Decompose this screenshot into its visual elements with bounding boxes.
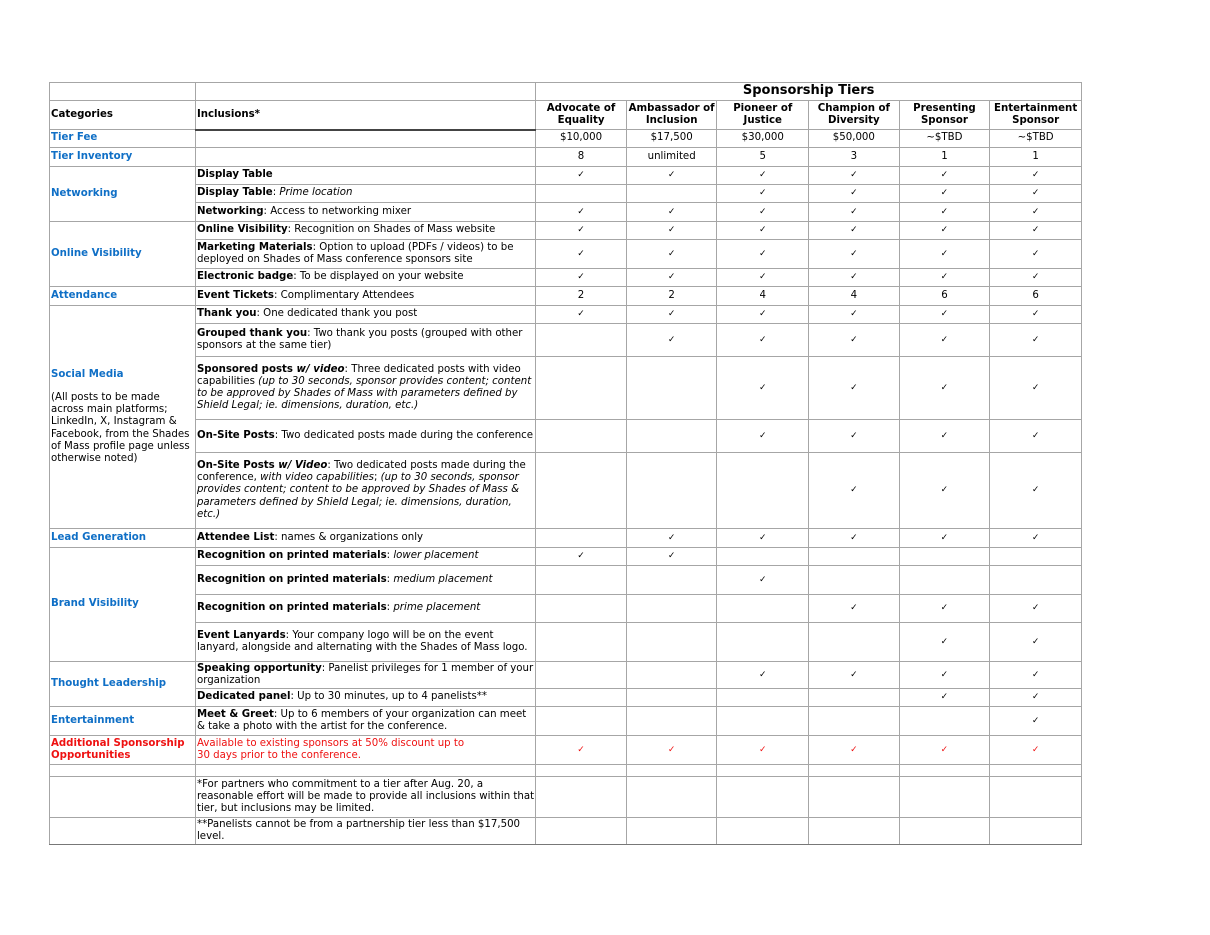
check-icon: ✓ bbox=[990, 623, 1082, 662]
inclusion-row bbox=[50, 357, 1082, 420]
empty-cell bbox=[626, 818, 717, 845]
inclusion-bold-italic: w/ Video bbox=[278, 459, 328, 471]
tier-header-advocate bbox=[536, 101, 627, 130]
empty-cell bbox=[536, 357, 627, 420]
check-icon: ✓ bbox=[899, 185, 990, 203]
check-icon: ✓ bbox=[990, 420, 1082, 453]
footnote-2: **Panelists cannot be from a partnership tier less than $17,500 level. bbox=[195, 818, 535, 845]
inclusion-title: Grouped thank you bbox=[196, 327, 308, 339]
inclusion-desc: : Up to 6 members of your organization can meet & take a photo with the artist for the conference. bbox=[196, 708, 527, 732]
inclusion-row bbox=[50, 529, 1082, 548]
inclusion-title: Electronic badge bbox=[196, 271, 294, 283]
inclusion-title: Online Visibility bbox=[196, 224, 288, 236]
inclusion-desc: ; bbox=[374, 472, 381, 484]
check-icon: ✓ bbox=[899, 167, 990, 185]
empty-cell bbox=[717, 765, 809, 777]
inclusion-row bbox=[50, 420, 1082, 453]
empty-cell bbox=[626, 662, 717, 689]
spacer-row bbox=[50, 765, 1082, 777]
inclusion-title: Networking bbox=[196, 205, 264, 217]
empty-cell bbox=[50, 765, 196, 777]
check-icon: ✓ bbox=[536, 222, 627, 240]
inclusion-title: On-Site Posts bbox=[196, 429, 275, 441]
category-social-media bbox=[50, 306, 196, 529]
inclusion-title: Marketing Materials bbox=[196, 241, 313, 253]
sponsorship-tiers-title: Sponsorship Tiers bbox=[536, 83, 1082, 101]
tier-fee-value: ~$TBD bbox=[990, 130, 1082, 148]
empty-cell bbox=[899, 818, 990, 845]
inclusion-italic: prime placement bbox=[393, 602, 481, 614]
tier-header-line1: Pioneer of bbox=[733, 103, 793, 114]
inclusion-desc: : Two dedicated posts made during the conference bbox=[274, 429, 534, 441]
inclusion-row bbox=[50, 623, 1082, 662]
tier-inventory-row bbox=[50, 148, 1082, 167]
check-icon: ✓ bbox=[809, 269, 900, 287]
empty-cell bbox=[536, 595, 627, 623]
inclusion-text bbox=[195, 287, 535, 306]
check-icon: ✓ bbox=[626, 222, 717, 240]
empty-cell bbox=[717, 453, 809, 529]
check-icon: ✓ bbox=[626, 240, 717, 269]
inclusion-title: Event Lanyards bbox=[196, 629, 286, 641]
empty-cell bbox=[990, 548, 1082, 566]
inclusion-row bbox=[50, 566, 1082, 595]
categories-header: Categories bbox=[50, 101, 196, 130]
empty-cell bbox=[536, 185, 627, 203]
check-icon: ✓ bbox=[717, 529, 809, 548]
empty-cell bbox=[809, 765, 900, 777]
check-icon: ✓ bbox=[990, 357, 1082, 420]
check-icon: ✓ bbox=[536, 240, 627, 269]
inclusion-title: Meet & Greet bbox=[196, 708, 274, 720]
inclusion-desc: : Two dedicated posts made during the conference, bbox=[196, 459, 526, 484]
inclusion-text bbox=[195, 453, 535, 529]
inclusion-row bbox=[50, 707, 1082, 736]
inclusion-row bbox=[50, 306, 1082, 324]
inclusion-text bbox=[195, 566, 535, 595]
empty-cell bbox=[626, 623, 717, 662]
check-icon: ✓ bbox=[899, 420, 990, 453]
empty-cell bbox=[195, 83, 535, 101]
check-icon: ✓ bbox=[626, 529, 717, 548]
check-icon: ✓ bbox=[990, 167, 1082, 185]
tier-header-line1: Advocate of bbox=[546, 103, 616, 114]
check-icon: ✓ bbox=[899, 529, 990, 548]
check-icon: ✓ bbox=[809, 240, 900, 269]
empty-cell bbox=[717, 707, 809, 736]
category-thought-leadership: Thought Leadership bbox=[50, 662, 196, 707]
inclusion-text bbox=[195, 203, 535, 222]
tier-inventory-value: 1 bbox=[899, 148, 990, 167]
inclusion-row bbox=[50, 595, 1082, 623]
category-tier-inventory: Tier Inventory bbox=[50, 148, 196, 167]
check-icon: ✓ bbox=[626, 324, 717, 357]
social-media-note: (All posts to be made across main platforms; LinkedIn, X, Instagram & Facebook, from the Shades of Mass profile page unless otherwise noted) bbox=[51, 391, 190, 464]
check-icon: ✓ bbox=[990, 324, 1082, 357]
check-icon: ✓ bbox=[717, 167, 809, 185]
inclusion-text bbox=[195, 185, 535, 203]
inclusion-text bbox=[195, 306, 535, 324]
inclusion-title: Recognition on printed materials bbox=[196, 550, 387, 562]
inclusion-text bbox=[195, 595, 535, 623]
check-icon: ✓ bbox=[990, 736, 1082, 765]
empty-cell bbox=[717, 777, 809, 818]
inclusion-title: Dedicated panel bbox=[196, 691, 291, 703]
empty-cell bbox=[717, 818, 809, 845]
inclusion-title: Attendee List bbox=[196, 531, 275, 543]
inclusion-text bbox=[195, 240, 535, 269]
empty-cell bbox=[536, 689, 627, 707]
empty-cell bbox=[536, 453, 627, 529]
check-icon: ✓ bbox=[899, 324, 990, 357]
check-icon: ✓ bbox=[990, 453, 1082, 529]
check-icon: ✓ bbox=[899, 689, 990, 707]
check-icon: ✓ bbox=[990, 306, 1082, 324]
empty-cell bbox=[536, 623, 627, 662]
tier-header-line2: Inclusion bbox=[645, 115, 698, 126]
empty-cell bbox=[626, 777, 717, 818]
inclusion-row bbox=[50, 689, 1082, 707]
check-icon: ✓ bbox=[626, 167, 717, 185]
empty-cell bbox=[809, 689, 900, 707]
check-icon: ✓ bbox=[626, 736, 717, 765]
inclusion-title: Recognition on printed materials bbox=[196, 602, 387, 614]
attendee-count: 2 bbox=[626, 287, 717, 306]
check-icon: ✓ bbox=[990, 240, 1082, 269]
inclusion-text bbox=[195, 420, 535, 453]
check-icon: ✓ bbox=[899, 662, 990, 689]
empty-cell bbox=[809, 548, 900, 566]
tier-fee-value: $10,000 bbox=[536, 130, 627, 148]
empty-cell bbox=[809, 623, 900, 662]
attendee-count: 6 bbox=[899, 287, 990, 306]
tier-header-champion bbox=[809, 101, 900, 130]
empty-cell bbox=[990, 818, 1082, 845]
inclusion-title: Sponsored posts bbox=[196, 363, 297, 375]
empty-cell bbox=[717, 595, 809, 623]
category-entertainment: Entertainment bbox=[50, 707, 196, 736]
inclusion-desc: : bbox=[272, 187, 280, 199]
check-icon: ✓ bbox=[626, 269, 717, 287]
inclusion-desc: : bbox=[386, 550, 394, 562]
empty-cell bbox=[536, 707, 627, 736]
inclusion-italic: (up to 30 seconds, sponsor provides content; content to be approved by Shades of Mass with parameters defined by Shield Legal; ie. dimensions, duration, etc.) bbox=[196, 375, 532, 412]
inclusion-row bbox=[50, 222, 1082, 240]
category-brand-visibility: Brand Visibility bbox=[50, 548, 196, 662]
empty-cell bbox=[990, 777, 1082, 818]
tier-header-line1: Ambassador of bbox=[628, 103, 715, 114]
empty-cell bbox=[536, 765, 627, 777]
inclusion-desc: : To be displayed on your website bbox=[293, 271, 464, 283]
check-icon: ✓ bbox=[990, 595, 1082, 623]
category-attendance: Attendance bbox=[50, 287, 196, 306]
inclusion-title: Display Table bbox=[196, 187, 273, 199]
empty-cell bbox=[536, 818, 627, 845]
check-icon: ✓ bbox=[809, 662, 900, 689]
check-icon: ✓ bbox=[809, 453, 900, 529]
empty-cell bbox=[536, 662, 627, 689]
check-icon: ✓ bbox=[717, 662, 809, 689]
check-icon: ✓ bbox=[536, 203, 627, 222]
category-label: Social Media bbox=[51, 368, 124, 380]
inclusion-text bbox=[195, 662, 535, 689]
check-icon: ✓ bbox=[536, 736, 627, 765]
inclusion-desc: : Access to networking mixer bbox=[263, 205, 412, 217]
check-icon: ✓ bbox=[809, 420, 900, 453]
empty-cell bbox=[626, 420, 717, 453]
check-icon: ✓ bbox=[809, 529, 900, 548]
inclusion-desc: : Three dedicated posts with video capabilities bbox=[196, 363, 521, 387]
inclusion-title: Event Tickets bbox=[196, 289, 274, 301]
check-icon: ✓ bbox=[717, 566, 809, 595]
inclusion-italic: medium placement bbox=[393, 573, 493, 585]
inclusion-text bbox=[195, 167, 535, 185]
inclusion-desc: : bbox=[386, 573, 394, 585]
inclusion-desc: : Panelist privileges for 1 member of your organization bbox=[196, 662, 534, 686]
category-online-visibility: Online Visibility bbox=[50, 222, 196, 287]
check-icon: ✓ bbox=[899, 736, 990, 765]
tier-fee-value: $30,000 bbox=[717, 130, 809, 148]
inclusion-row bbox=[50, 548, 1082, 566]
attendee-count: 2 bbox=[536, 287, 627, 306]
inclusion-title: On-Site Posts bbox=[196, 459, 279, 471]
category-tier-fee: Tier Fee bbox=[50, 130, 196, 148]
footnote-row bbox=[50, 818, 1082, 845]
inclusion-title: Display Table bbox=[196, 169, 273, 181]
tier-header-line2: Justice bbox=[743, 115, 782, 126]
tier-header-line2: Equality bbox=[557, 115, 605, 126]
tier-header-line2: Sponsor bbox=[1012, 115, 1060, 126]
check-icon: ✓ bbox=[717, 357, 809, 420]
empty-cell bbox=[626, 689, 717, 707]
check-icon: ✓ bbox=[990, 689, 1082, 707]
check-icon: ✓ bbox=[717, 420, 809, 453]
inclusion-italic: (up to 30 seconds, sponsor provides content; content to be approved by Shades of Mass & parameters defined by Shield Legal; ie. dimensions, duration, etc.) bbox=[196, 472, 520, 520]
empty-cell bbox=[899, 566, 990, 595]
inclusion-desc: : names & organizations only bbox=[274, 531, 424, 543]
empty-cell bbox=[899, 707, 990, 736]
inclusion-italic: lower placement bbox=[393, 550, 479, 562]
attendee-count: 6 bbox=[990, 287, 1082, 306]
check-icon: ✓ bbox=[809, 203, 900, 222]
check-icon: ✓ bbox=[717, 185, 809, 203]
check-icon: ✓ bbox=[626, 203, 717, 222]
check-icon: ✓ bbox=[717, 269, 809, 287]
check-icon: ✓ bbox=[899, 240, 990, 269]
footnote-1: *For partners who commitment to a tier after Aug. 20, a reasonable effort will be made to provide all inclusions within that tier, but inclusions may be limited. bbox=[195, 777, 535, 818]
tier-header-line2: Diversity bbox=[828, 115, 880, 126]
empty-cell bbox=[536, 324, 627, 357]
check-icon: ✓ bbox=[536, 548, 627, 566]
empty-cell bbox=[626, 453, 717, 529]
tier-inventory-value: 5 bbox=[717, 148, 809, 167]
tier-fee-value: $50,000 bbox=[809, 130, 900, 148]
empty-cell bbox=[195, 148, 535, 167]
check-icon: ✓ bbox=[717, 736, 809, 765]
check-icon: ✓ bbox=[990, 269, 1082, 287]
empty-cell bbox=[990, 765, 1082, 777]
tier-fee-value: $17,500 bbox=[626, 130, 717, 148]
check-icon: ✓ bbox=[809, 324, 900, 357]
check-icon: ✓ bbox=[809, 306, 900, 324]
empty-cell bbox=[536, 566, 627, 595]
check-icon: ✓ bbox=[809, 595, 900, 623]
check-icon: ✓ bbox=[717, 306, 809, 324]
inclusion-bold-italic: w/ video bbox=[296, 363, 345, 375]
check-icon: ✓ bbox=[809, 167, 900, 185]
tier-inventory-value: 8 bbox=[536, 148, 627, 167]
tier-header-pioneer bbox=[717, 101, 809, 130]
check-icon: ✓ bbox=[717, 222, 809, 240]
inclusion-title: Thank you bbox=[196, 308, 257, 320]
check-icon: ✓ bbox=[626, 306, 717, 324]
inclusion-row bbox=[50, 203, 1082, 222]
inclusion-text bbox=[195, 689, 535, 707]
empty-cell bbox=[50, 818, 196, 845]
check-icon: ✓ bbox=[717, 324, 809, 357]
tier-fee-row bbox=[50, 130, 1082, 148]
inclusion-row bbox=[50, 736, 1082, 765]
inclusion-row bbox=[50, 167, 1082, 185]
inclusion-desc: : Option to upload (PDFs / videos) to be deployed on Shades of Mass conference sponsors site bbox=[196, 241, 514, 265]
inclusion-text bbox=[195, 548, 535, 566]
inclusion-row bbox=[50, 662, 1082, 689]
tier-header-line1: Entertainment bbox=[994, 103, 1078, 114]
check-icon: ✓ bbox=[990, 185, 1082, 203]
tier-header-presenting bbox=[899, 101, 990, 130]
empty-cell bbox=[809, 818, 900, 845]
inclusion-row bbox=[50, 324, 1082, 357]
inclusion-row bbox=[50, 240, 1082, 269]
empty-cell bbox=[809, 566, 900, 595]
inclusion-desc: : One dedicated thank you post bbox=[256, 308, 418, 320]
empty-cell bbox=[990, 566, 1082, 595]
empty-cell bbox=[626, 185, 717, 203]
check-icon: ✓ bbox=[626, 548, 717, 566]
empty-cell bbox=[536, 529, 627, 548]
check-icon: ✓ bbox=[809, 222, 900, 240]
empty-cell bbox=[626, 707, 717, 736]
check-icon: ✓ bbox=[990, 203, 1082, 222]
inclusion-text bbox=[195, 222, 535, 240]
check-icon: ✓ bbox=[899, 595, 990, 623]
check-icon: ✓ bbox=[899, 453, 990, 529]
inclusion-text bbox=[195, 269, 535, 287]
inclusion-text bbox=[195, 357, 535, 420]
check-icon: ✓ bbox=[899, 269, 990, 287]
inclusion-row bbox=[50, 185, 1082, 203]
check-icon: ✓ bbox=[809, 357, 900, 420]
empty-cell bbox=[536, 420, 627, 453]
inclusion-title: Recognition on printed materials bbox=[196, 573, 387, 585]
inclusion-desc: : Recognition on Shades of Mass website bbox=[287, 224, 496, 236]
tier-header-line2: Sponsor bbox=[920, 115, 968, 126]
tiers-title-row bbox=[50, 83, 1082, 101]
check-icon: ✓ bbox=[717, 240, 809, 269]
tier-fee-value: ~$TBD bbox=[899, 130, 990, 148]
empty-cell bbox=[717, 548, 809, 566]
empty-cell bbox=[626, 357, 717, 420]
inclusion-desc: : Up to 30 minutes, up to 4 panelists** bbox=[290, 691, 487, 703]
additional-sponsorship-text: Available to existing sponsors at 50% discount up to 30 days prior to the conference. bbox=[195, 736, 535, 765]
check-icon: ✓ bbox=[899, 357, 990, 420]
empty-cell bbox=[717, 623, 809, 662]
tier-header-line1: Presenting bbox=[913, 103, 976, 114]
attendee-count: 4 bbox=[809, 287, 900, 306]
inclusion-text bbox=[195, 707, 535, 736]
inclusion-desc: : Your company logo will be on the event lanyard, alongside and alternating with the Shades of Mass logo. bbox=[196, 629, 528, 653]
check-icon: ✓ bbox=[536, 269, 627, 287]
check-icon: ✓ bbox=[536, 167, 627, 185]
inclusion-text bbox=[195, 324, 535, 357]
empty-cell bbox=[626, 595, 717, 623]
tier-header-ambassador bbox=[626, 101, 717, 130]
inclusion-italic: Prime location bbox=[279, 187, 353, 199]
check-icon: ✓ bbox=[717, 203, 809, 222]
inclusions-header: Inclusions* bbox=[195, 101, 535, 130]
footnote-row bbox=[50, 777, 1082, 818]
tier-inventory-value: 1 bbox=[990, 148, 1082, 167]
empty-cell bbox=[50, 83, 196, 101]
check-icon: ✓ bbox=[899, 306, 990, 324]
inclusion-title: Speaking opportunity bbox=[196, 662, 322, 674]
check-icon: ✓ bbox=[990, 222, 1082, 240]
inclusion-text bbox=[195, 529, 535, 548]
check-icon: ✓ bbox=[899, 203, 990, 222]
empty-cell bbox=[717, 689, 809, 707]
empty-cell bbox=[536, 777, 627, 818]
inclusion-desc: : bbox=[386, 602, 394, 614]
inclusion-desc: : Complimentary Attendees bbox=[273, 289, 415, 301]
empty-cell bbox=[899, 777, 990, 818]
check-icon: ✓ bbox=[899, 222, 990, 240]
check-icon: ✓ bbox=[990, 529, 1082, 548]
inclusion-desc: : Two thank you posts (grouped with other sponsors at the same tier) bbox=[196, 327, 523, 351]
tier-header-entertainment bbox=[990, 101, 1082, 130]
tier-header-line1: Champion of bbox=[817, 103, 890, 114]
check-icon: ✓ bbox=[990, 707, 1082, 736]
category-networking: Networking bbox=[50, 167, 196, 222]
check-icon: ✓ bbox=[536, 306, 627, 324]
empty-cell bbox=[195, 765, 535, 777]
inclusion-row bbox=[50, 269, 1082, 287]
check-icon: ✓ bbox=[899, 623, 990, 662]
empty-cell bbox=[50, 777, 196, 818]
empty-cell bbox=[195, 130, 535, 148]
empty-cell bbox=[899, 548, 990, 566]
inclusion-italic: with video capabilities bbox=[260, 472, 374, 484]
check-icon: ✓ bbox=[809, 185, 900, 203]
empty-cell bbox=[809, 777, 900, 818]
check-icon: ✓ bbox=[809, 736, 900, 765]
tier-inventory-value: unlimited bbox=[626, 148, 717, 167]
attendee-count: 4 bbox=[717, 287, 809, 306]
empty-cell bbox=[626, 566, 717, 595]
category-additional-sponsorship: Additional Sponsorship Opportunities bbox=[50, 736, 196, 765]
tier-inventory-value: 3 bbox=[809, 148, 900, 167]
empty-cell bbox=[626, 765, 717, 777]
check-icon: ✓ bbox=[990, 662, 1082, 689]
attendance-row bbox=[50, 287, 1082, 306]
sponsorship-table bbox=[49, 82, 1082, 845]
empty-cell bbox=[899, 765, 990, 777]
inclusion-text bbox=[195, 623, 535, 662]
category-lead-generation: Lead Generation bbox=[50, 529, 196, 548]
header-row bbox=[50, 101, 1082, 130]
inclusion-row bbox=[50, 453, 1082, 529]
empty-cell bbox=[809, 707, 900, 736]
